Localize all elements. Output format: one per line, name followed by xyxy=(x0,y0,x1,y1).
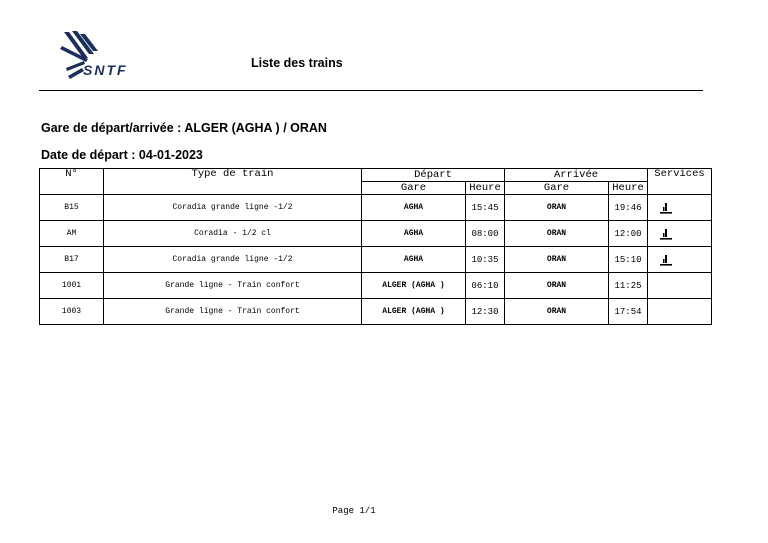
cell-arr-heure: 17:54 xyxy=(609,299,648,325)
cell-services xyxy=(648,299,712,325)
cell-dep-heure: 08:00 xyxy=(466,221,505,247)
cell-dep-gare: ALGER (AGHA ) xyxy=(362,299,466,325)
logo-text: SNTF xyxy=(83,62,128,78)
table-row xyxy=(40,221,712,247)
cell-arr-heure: 19:46 xyxy=(609,195,648,221)
cell-dep-heure: 10:35 xyxy=(466,247,505,273)
cell-num: 1003 xyxy=(40,299,104,325)
route-info: Gare de départ/arrivée : ALGER (AGHA ) / ORAN xyxy=(41,121,327,135)
header-dep-gare: Gare xyxy=(362,182,466,195)
header-dep-heure: Heure xyxy=(466,182,505,195)
cell-type: Grande ligne - Train confort xyxy=(104,299,362,325)
cell-services xyxy=(648,221,712,247)
cell-dep-gare: AGHA xyxy=(362,221,466,247)
cell-num: AM xyxy=(40,221,104,247)
cell-type: Coradia grande ligne -1/2 xyxy=(104,195,362,221)
cell-services xyxy=(648,273,712,299)
cell-arr-gare: ORAN xyxy=(505,273,609,299)
header-arrivee: Arrivée xyxy=(505,169,648,182)
cell-dep-heure: 06:10 xyxy=(466,273,505,299)
cell-dep-heure: 12:30 xyxy=(466,299,505,325)
cell-type: Coradia - 1/2 cl xyxy=(104,221,362,247)
cell-arr-gare: ORAN xyxy=(505,221,609,247)
cell-arr-heure: 11:25 xyxy=(609,273,648,299)
cell-arr-gare: ORAN xyxy=(505,195,609,221)
header-arr-heure: Heure xyxy=(609,182,648,195)
cell-arr-heure: 15:10 xyxy=(609,247,648,273)
cell-num: B15 xyxy=(40,195,104,221)
cell-arr-gare: ORAN xyxy=(505,299,609,325)
table-row xyxy=(40,247,712,273)
cell-type: Coradia grande ligne -1/2 xyxy=(104,247,362,273)
cell-type: Grande ligne - Train confort xyxy=(104,273,362,299)
header-num: N° xyxy=(40,169,104,195)
page-title: Liste des trains xyxy=(251,56,343,70)
bar-icon xyxy=(660,254,672,266)
table-row xyxy=(40,273,712,299)
header-depart: Départ xyxy=(362,169,505,182)
trains-table xyxy=(39,168,712,325)
cell-dep-heure: 15:45 xyxy=(466,195,505,221)
cell-dep-gare: AGHA xyxy=(362,247,466,273)
cell-dep-gare: ALGER (AGHA ) xyxy=(362,273,466,299)
cell-arr-gare: ORAN xyxy=(505,247,609,273)
page-number: Page 1/1 xyxy=(332,506,376,516)
header-services: Services xyxy=(648,169,712,195)
cell-arr-heure: 12:00 xyxy=(609,221,648,247)
table-row xyxy=(40,195,712,221)
cell-dep-gare: AGHA xyxy=(362,195,466,221)
bar-icon xyxy=(660,228,672,240)
table-row xyxy=(40,299,712,325)
bar-icon xyxy=(660,202,672,214)
header-arr-gare: Gare xyxy=(505,182,609,195)
departure-date: Date de départ : 04-01-2023 xyxy=(41,148,203,162)
header-type: Type de train xyxy=(104,169,362,195)
cell-num: B17 xyxy=(40,247,104,273)
cell-num: 1001 xyxy=(40,273,104,299)
cell-services xyxy=(648,195,712,221)
header-divider xyxy=(39,90,703,91)
cell-services xyxy=(648,247,712,273)
